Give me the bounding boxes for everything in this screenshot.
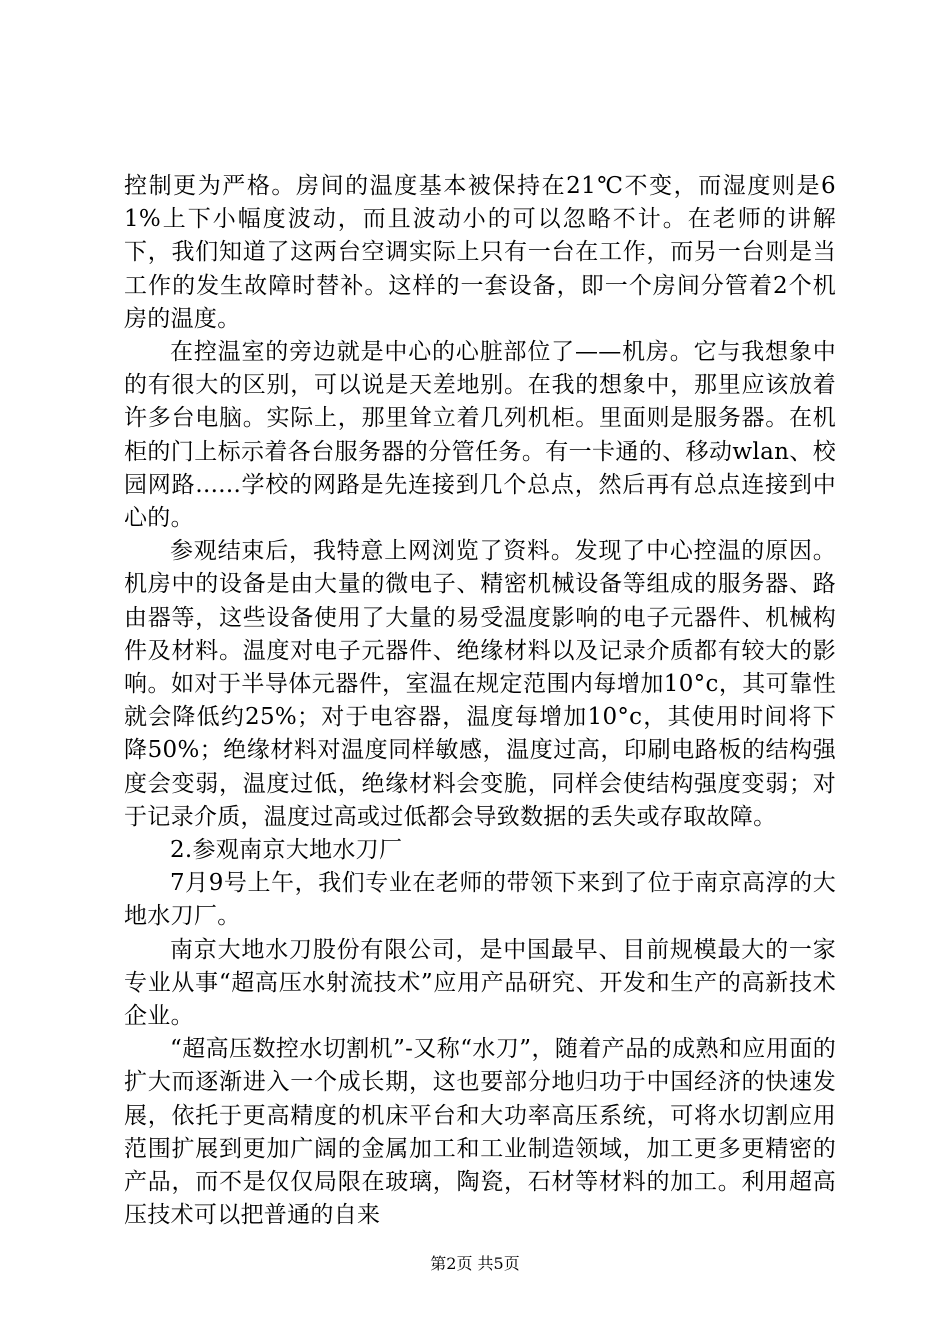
paragraph-machine-room: 在控温室的旁边就是中心的心脏部位了——机房。它与我想象中的有很大的区别，可以说是天差地别。在我的想象中，那里应该放着许多台电脑。实际上，那里耸立着几列机柜。里面则是服务器。在机柜的门上标示着各台服务器的分管任务。有一卡通的、移动wlan、校园网路......学校的网路是先连接到几个总点，然后再有总点连接到中心的。 bbox=[124, 339, 836, 532]
page-number-footer: 第2页 共5页 bbox=[430, 1254, 520, 1273]
paragraph-company-intro: 南京大地水刀股份有限公司，是中国最早、目前规模最大的一家专业从事“超高压水射流技术”应用产品研究、开发和生产的高新技术企业。 bbox=[124, 936, 836, 1030]
paragraph-temperature-reason: 参观结束后，我特意上网浏览了资料。发现了中心控温的原因。机房中的设备是由大量的微电子、精密机械设备等组成的服务器、路由器等，这些设备使用了大量的易受温度影响的电子元器件、机械构件及材料。温度对电子元器件、绝缘材料以及记录介质都有较大的影响。如对于半导体元器件，室温在规定范围内每增加10°c，其可靠性就会降低约25%；对于电容器，温度每增加10°c，其使用时间将下降50%；绝缘材料对温度同样敏感，温度过高，印刷电路板的结构强度会变弱，温度过低，绝缘材料会变脆，同样会使结构强度变弱；对于记录介质，温度过高或过低都会导致数据的丢失或存取故障。 bbox=[124, 538, 836, 830]
section-heading-waterjet-factory: 2.参观南京大地水刀厂 bbox=[170, 837, 403, 864]
paragraph-continuation: 控制更为严格。房间的温度基本被保持在21℃不变，而湿度则是61%上下小幅度波动，而且波动小的可以忽略不计。在老师的讲解下，我们知道了这两台空调实际上只有一台在工作，而另一台则是当工作的发生故障时替补。这样的一套设备，即一个房间分管着2个机房的温度。 bbox=[124, 173, 836, 332]
document-body bbox=[124, 170, 836, 1233]
paragraph-visit-date: 7月9号上午，我们专业在老师的带领下来到了位于南京高淳的大地水刀厂。 bbox=[124, 870, 836, 930]
paragraph-waterjet-description: “超高压数控水切割机”-又称“水刀”，随着产品的成熟和应用面的扩大而逐渐进入一个成长期，这也要部分地归功于中国经济的快速发展，依托于更高精度的机床平台和大功率高压系统，可将水切割应用范围扩展到更加广阔的金属加工和工业制造领域，加工更多更精密的产品，而不是仅仅局限在玻璃，陶瓷，石材等材料的加工。利用超高压技术可以把普通的自来 bbox=[124, 1036, 836, 1229]
